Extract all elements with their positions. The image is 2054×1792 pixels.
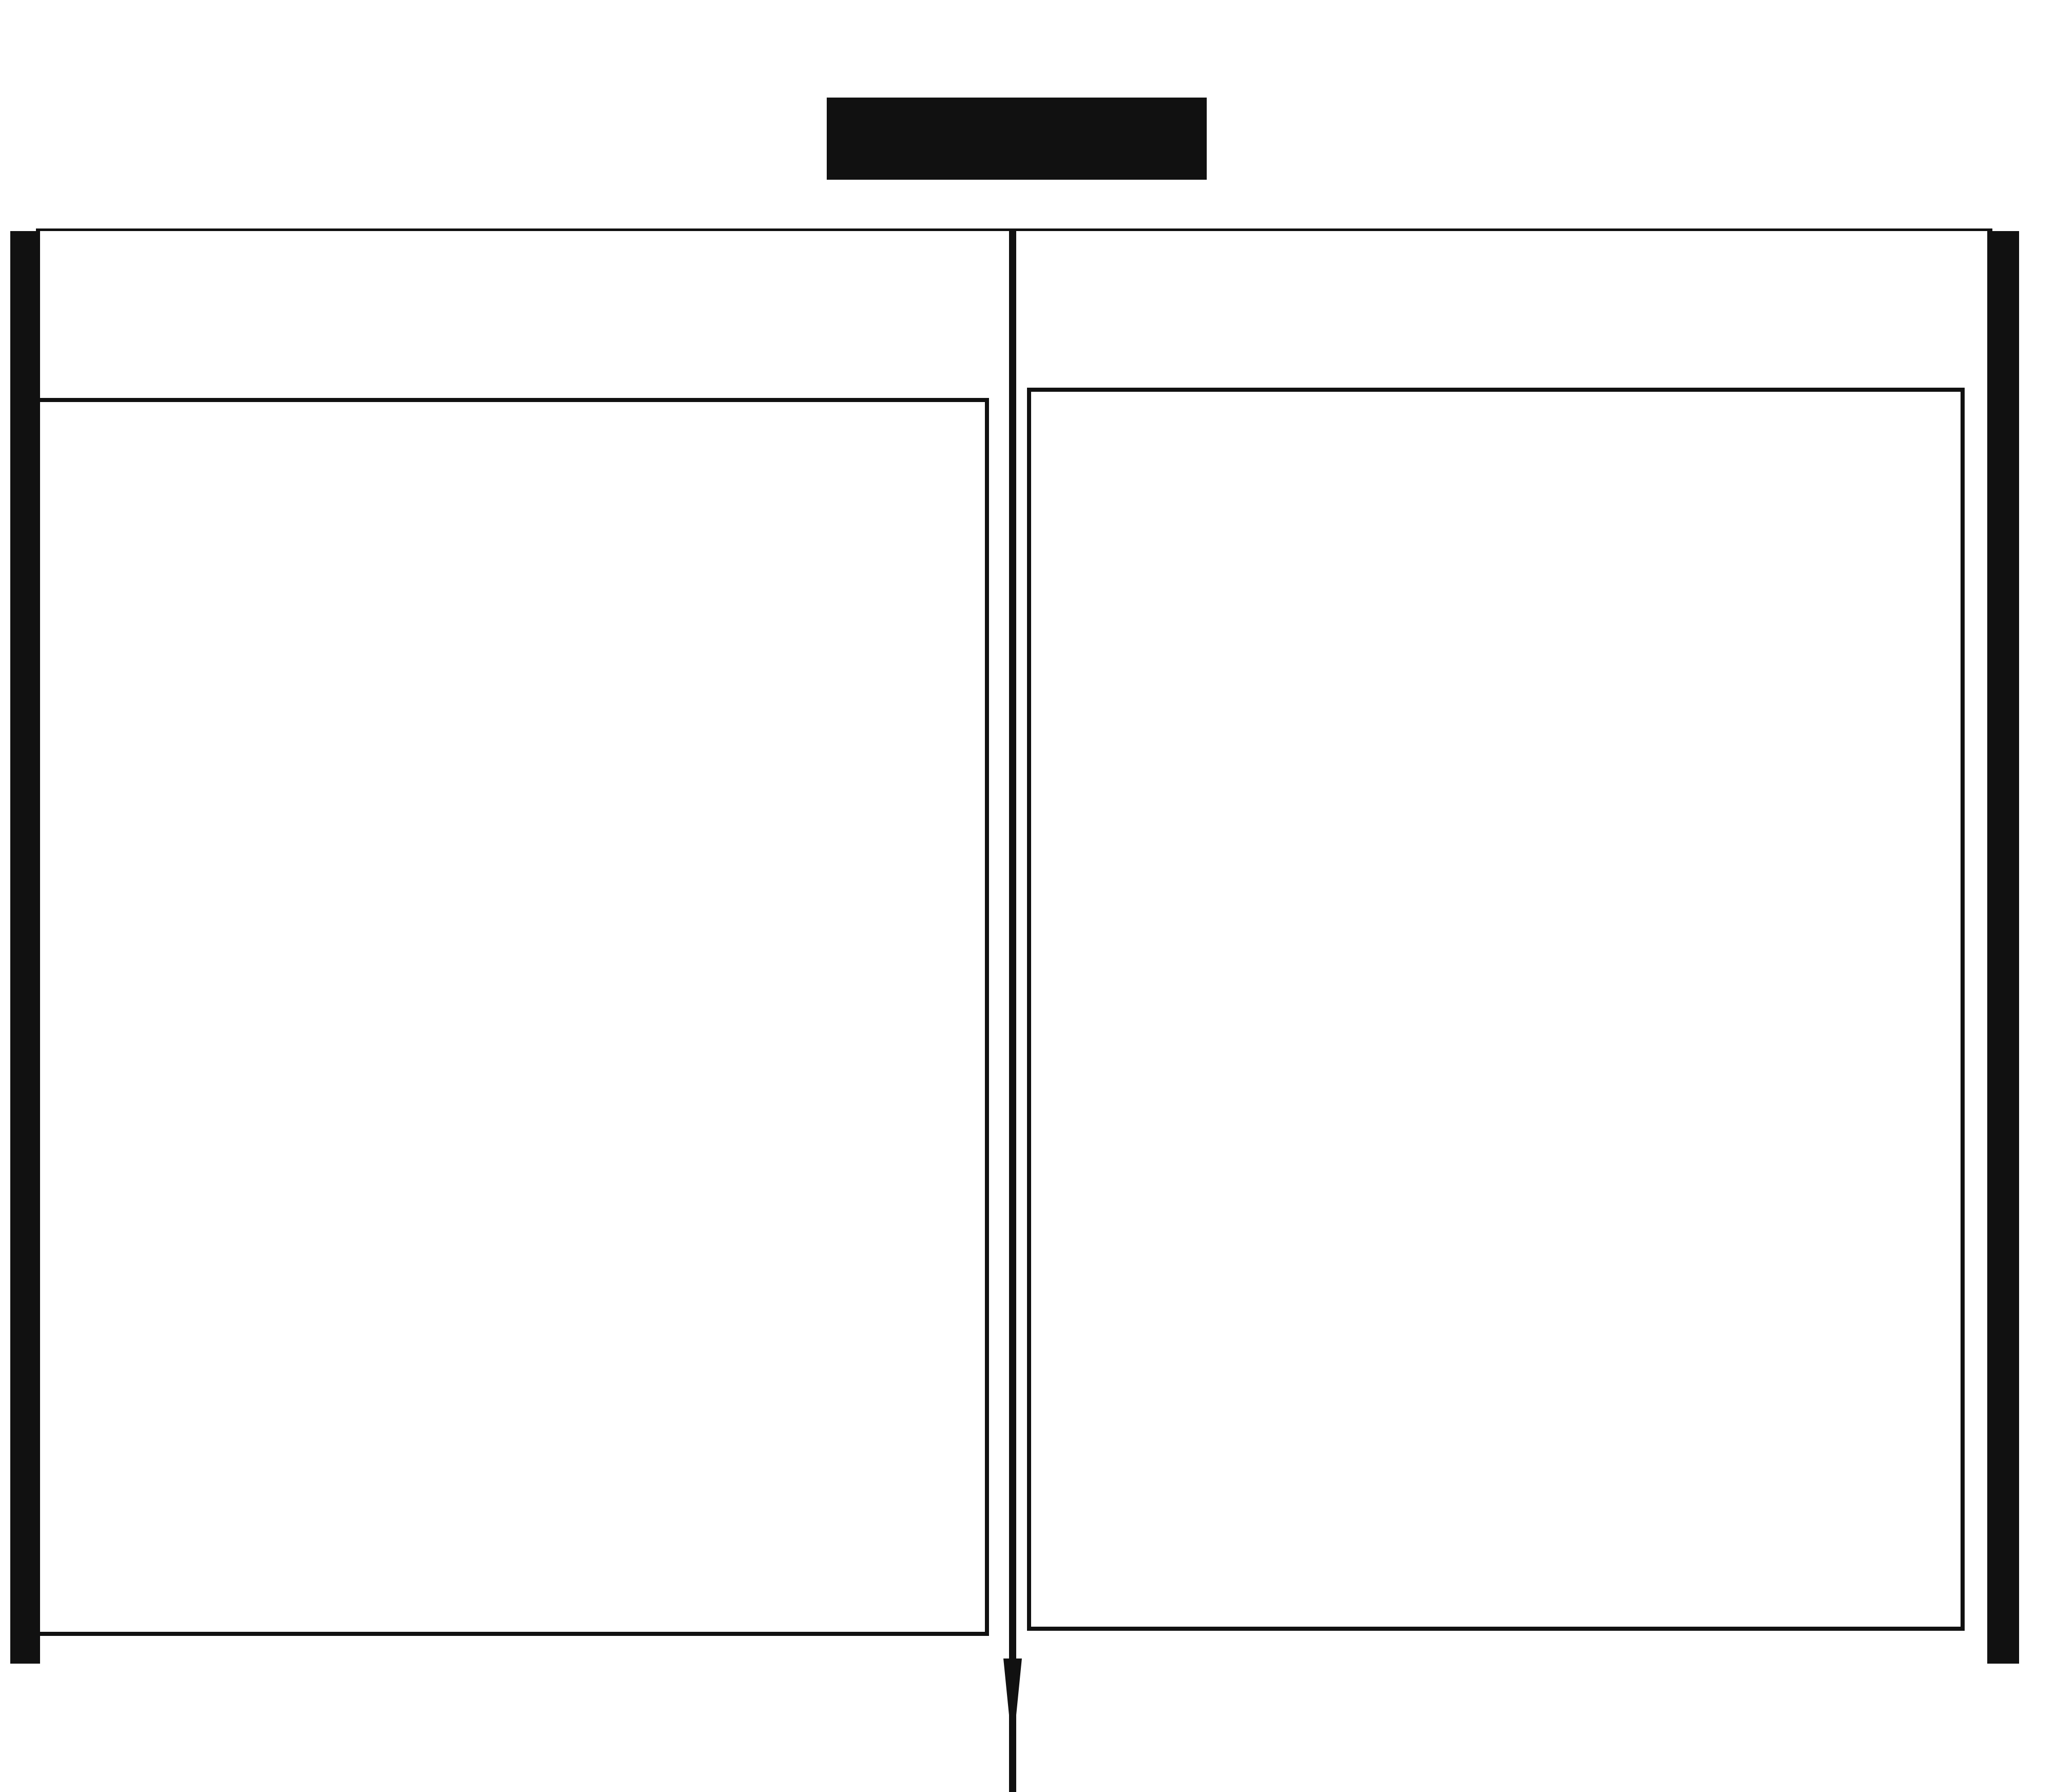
right-top-rule	[1027, 228, 1992, 231]
right-page-frame	[1027, 388, 1965, 1631]
right-book-edge	[1987, 231, 2019, 1664]
left-page-frame	[36, 398, 989, 1636]
book-spine	[1009, 228, 1016, 1792]
left-top-rule	[36, 228, 1089, 231]
catalog-number-tag	[827, 98, 1207, 180]
spine-tip	[1003, 1658, 1022, 1751]
